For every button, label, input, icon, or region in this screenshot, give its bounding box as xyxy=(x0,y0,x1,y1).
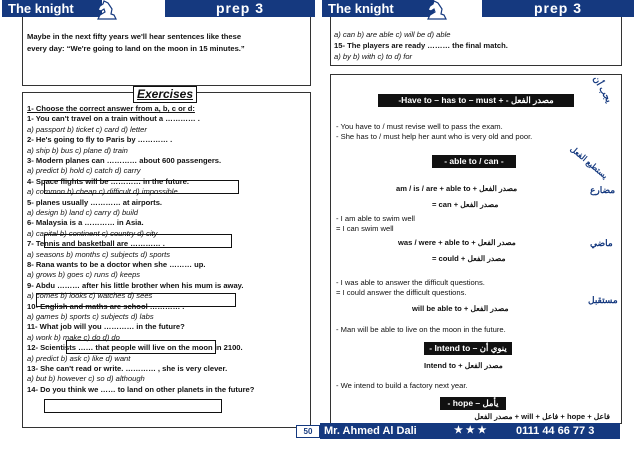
exercise-line: 2- He's going to fly to Paris by ………… . xyxy=(27,135,173,145)
future-label: مستقبل xyxy=(588,295,618,305)
exercise-line: a) ship b) bus c) plane d) train xyxy=(27,145,128,155)
highlight-box xyxy=(44,399,222,413)
exercise-line: 3- Modern planes can ………… about 600 passengers. xyxy=(27,156,222,165)
must-arabic-side: يجب أن xyxy=(591,74,615,105)
exercise-line: a) grows b) goes c) runs d) keeps xyxy=(27,270,141,280)
exercise-line: 1- Choose the correct answer from a, b, c or d: xyxy=(27,104,195,113)
present-formula-1: am / is / are + able to + مصدر الفعل xyxy=(396,184,518,193)
intend-example: - We intend to build a factory next year. xyxy=(336,381,468,390)
past-formula-1: was / were + able to + مصدر الفعل xyxy=(398,238,516,247)
exercise-line: 7- Tennis and basketball are ………… . xyxy=(27,239,165,249)
present-formula-2: = can + مصدر الفعل xyxy=(432,200,499,209)
author-name: Mr. Ahmed Al Dali xyxy=(324,425,417,437)
footer-bar xyxy=(320,423,620,439)
exercise-line: 15- The players are ready ……… the final match. xyxy=(334,41,508,50)
intro-line-2: every day: “We're going to land on the moon in 15 minutes.” xyxy=(27,44,245,53)
exercise-line: 1- You can't travel on a train without a ………… . xyxy=(27,114,200,124)
exercise-line: a) predict b) hold c) catch d) carry xyxy=(27,166,141,176)
exercise-line: 4- Space flights will be ………… in the future. xyxy=(27,176,190,186)
exercise-line: a) seasons b) months c) subjects d) sports xyxy=(27,249,171,259)
exercise-line: a) work b) make c) do d) do xyxy=(27,332,120,342)
exercise-line: a) by b) with c) to d) for xyxy=(334,52,413,61)
exercises-title: Exercises xyxy=(133,86,197,103)
exercise-line: 6- Malaysia is a ………… in Asia. xyxy=(27,218,144,228)
exercise-line: a) passport b) ticket c) card d) letter xyxy=(27,124,147,134)
right-header-prep: prep 3 xyxy=(482,0,634,17)
hope-formula: فاعل + hope + فاعل + will + مصدر الفعل xyxy=(474,412,610,421)
exercise-line: a) design b) land c) carry d) build xyxy=(27,208,139,217)
footer-stars: ★ ★ ★ xyxy=(454,425,487,436)
phone-number: 0111 44 66 77 3 xyxy=(516,425,595,437)
highlight-box xyxy=(36,293,236,307)
exercise-line: a) capital b) continent c) country d) city xyxy=(27,228,158,238)
highlight-box xyxy=(44,180,239,194)
exercise-line: a) but b) however c) so d) although xyxy=(27,374,145,384)
present-label: مضارع xyxy=(590,185,616,195)
must-example-2: - She has to / must help her aunt who is very old and poor. xyxy=(336,132,533,141)
able-to-box: - able to / can - xyxy=(432,155,516,168)
must-have-to-box: -Have to – has to – must + - مصدر الفعل xyxy=(378,94,574,107)
left-header-prep: prep 3 xyxy=(165,0,315,17)
intend-formula: Intend to + مصدر الفعل xyxy=(424,361,503,370)
past-formula-2: = could + مصدر الفعل xyxy=(432,254,506,263)
exercise-line: 10- English and maths are school ………… . xyxy=(27,301,185,311)
exercise-line: 14- Do you think we …… to land on other planets in the future? xyxy=(27,384,255,394)
future-formula: will be able to + مصدر الفعل xyxy=(412,304,509,313)
left-header-title: The knight xyxy=(2,0,102,17)
exercise-line: 11- What job will you ………… in the future? xyxy=(27,322,185,332)
exercise-line: 9- Abdu ……… after his little brother when his mum is away. xyxy=(27,280,244,290)
exercise-line: a) predict b) ask c) like d) want xyxy=(27,353,131,363)
future-example: - Man will be able to live on the moon in the future. xyxy=(336,325,506,334)
page-number: 50 xyxy=(296,425,320,438)
present-example-2: = I can swim well xyxy=(336,224,394,233)
exercise-line: a) comes b) looks c) watches d) sees xyxy=(27,291,153,301)
hope-box: - hope – يأمل xyxy=(440,397,506,410)
highlight-box xyxy=(66,340,216,354)
intend-to-box: - Intend to – ينوي أن xyxy=(424,342,512,355)
exercise-line: a) can b) are able c) will be d) able xyxy=(334,30,451,39)
intro-line-1: Maybe in the next fifty years we'll hear sentences like these xyxy=(27,32,242,41)
exercise-line: 5- planes usually ………… at airports. xyxy=(27,197,163,207)
exercise-line: 13- She can't read or write. ………… , she is very clever. xyxy=(27,364,228,373)
past-example-1: - I was able to answer the difficult questions. xyxy=(336,278,485,287)
exercise-line: a) games b) sports c) subjects d) labs xyxy=(27,312,154,321)
highlight-box xyxy=(44,234,232,248)
present-example-1: - I am able to swim well xyxy=(336,214,415,223)
right-header-title: The knight xyxy=(322,0,434,17)
past-label: ماضي xyxy=(590,238,613,248)
exercise-line: 8- Rana wants to be a doctor when she ……… up. xyxy=(27,260,206,269)
exercise-line: 12- Scientists …… that people will live on the moon in 2100. xyxy=(27,343,243,353)
past-example-2: = I could answer the difficult questions. xyxy=(336,288,467,297)
must-example-1: - You have to / must revise well to pass the exam. xyxy=(336,122,503,131)
able-arabic-side: يستطيع الفعل xyxy=(568,144,610,181)
exercise-line: a) common b) cheap c) difficult d) impossible xyxy=(27,187,178,197)
